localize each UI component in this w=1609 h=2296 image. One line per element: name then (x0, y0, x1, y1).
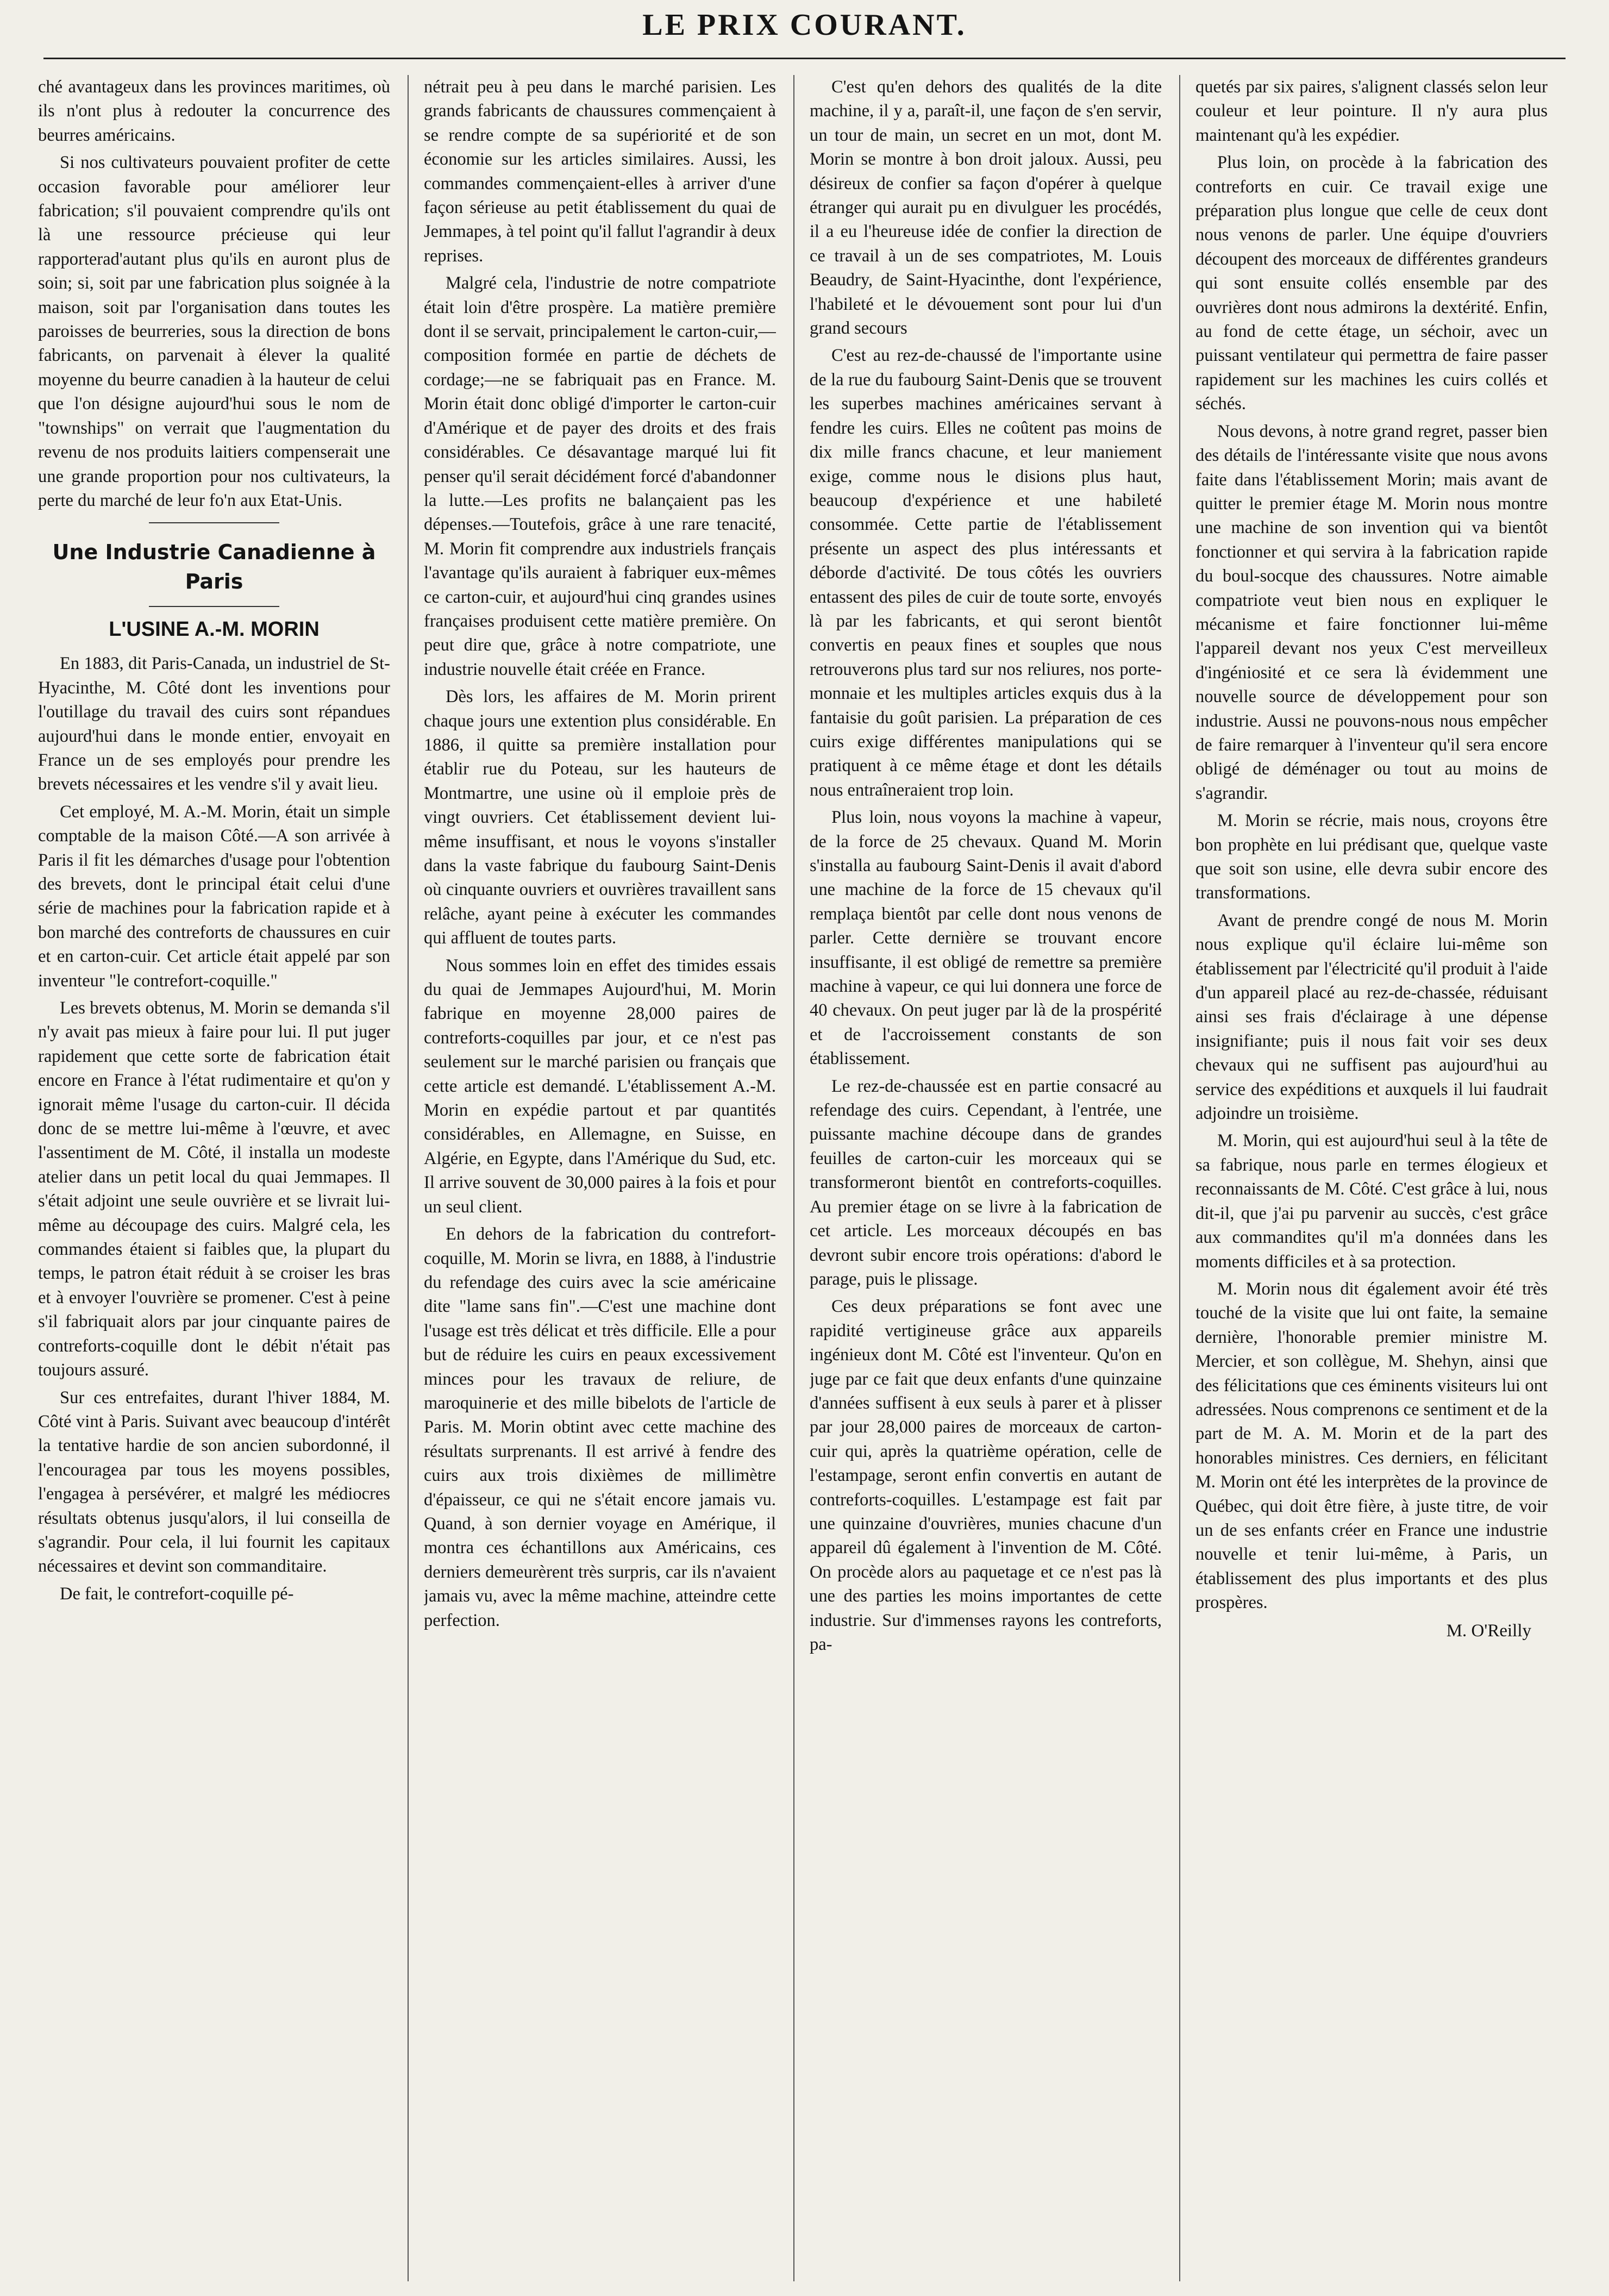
column-4 (1195, 75, 1548, 2281)
title-separator (149, 606, 279, 607)
newspaper-title: LE PRIX COURANT. (642, 8, 967, 42)
paragraph: En 1883, dit Paris-Canada, un industriel de St-Hyacinthe, M. Côté dont les inventions pour l'outillage du travail des cuirs sont répandues aujourd'hui dans le monde entier, envoyait en France un de ses employés pour prendre les brevets nécessaires et les vendre s'il y avait lieu. (38, 654, 390, 794)
paragraph: Plus loin, nous voyons la machine à vapeur, de la force de 25 chevaux. Quand M. Morin s'installa au faubourg Saint-Denis il avait d'abord une machine de la force de 15 chevaux qu'il remplaça bientôt par celle dont nous venons de parler. Cette dernière se trouvant encore insuffisante, il est obligé de remettre sa première machine à vapeur, ce qui lui donnera une force de 40 chevaux. On peut juger par là de la prospérité et de l'accroissement constants de son établissement. (810, 808, 1162, 1069)
paragraph: quetés par six paires, s'alignent classés selon leur couleur et leur pointure. Il n'y aura plus maintenant qu'à les expédier. (1195, 77, 1548, 145)
masthead (0, 0, 1609, 65)
paragraph: Le rez-de-chaussée est en partie consacré au refendage des cuirs. Cependant, à l'entrée, une puissante machine découpe dans de grandes feuilles de carton-cuir les morceaux qui se transformeront bientôt en contreforts-coquilles. Au premier étage on se livre à la fabrication de cet article. Les morceaux découpés en bas devront subir encore trois opérations: d'abord le parage, puis le plissage. (810, 1076, 1162, 1289)
column-divider (408, 75, 409, 2281)
paragraph: Ces deux préparations se font avec une rapidité vertigineuse grâce aux appareils ingénieux dont M. Côté est l'inventeur. Qu'on en juge par ce fait que deux enfants d'une quinzaine d'années suffisent à eux seuls à parer et à plisser par jour 28,000 paires de morceaux de carton-cuir qui, après la quatrième opération, celle de l'estampage, seront enfin convertis en autant de contreforts-coquilles. L'estampage est fait par une quinzaine d'ouvrières, munies chacune d'un appareil dû également à l'invention de M. Côté. On procède alors au paquetage et ce n'est pas là une des parties les moins importantes de cette industrie. Sur d'immenses rayons les contreforts, pa- (810, 1297, 1162, 1654)
paragraph: Dès lors, les affaires de M. Morin prirent chaque jours une extention plus considérable. En 1886, il quitte sa première installation pour établir rue du Poteau, sur les hauteurs de Montmartre, une usine où il emploie près de vingt ouvriers. Cet établissement devient lui-même insuffisant, et nous le voyons s'installer dans la vaste fabrique du faubourg Saint-Denis où cinquante ouvriers et ouvrières travaillent sans relâche, ayant peine à exécuter les commandes qui affluent de toutes parts. (424, 687, 776, 948)
author-signature: M. O'Reilly (1446, 1621, 1531, 1641)
paragraph: Malgré cela, l'industrie de notre compatriote était loin d'être prospère. La matière première dont il se servait, principalement le carton-cuir,—composition formée en partie de déchets de cordage;—ne se fabriquait pas en France. M. Morin était donc obligé d'importer le carton-cuir d'Amérique et de payer des droits et des frais considérables. Ce désavantage marqué lui fit penser qu'il serait décidément forcé d'abandonner la lutte.—Les profits ne balançaient pas les dépenses.—Toutefois, grâce à une rare tenacité, M. Morin fit comprendre aux industriels français l'avantage qu'ils auraient à fabriquer eux-mêmes ce carton-cuir, et aujourd'hui cinq grandes usines françaises produisent cette matière première. On peut dire que, grâce à notre compatriote, une industrie nouvelle était créée en France. (424, 273, 776, 679)
column-divider (793, 75, 794, 2281)
section-separator (149, 522, 279, 523)
paragraph: M. Morin, qui est aujourd'hui seul à la tête de sa fabrique, nous parle en termes élogieux et reconnaissants de M. Côté. C'est grâce à lui, nous dit-il, que j'ai pu parvenir au succès, c'est grâce aux commandites qu'il m'a données dans les moments difficiles et à sa protection. (1195, 1131, 1548, 1272)
column-divider (1179, 75, 1180, 2281)
paragraph: nétrait peu à peu dans le marché parisien. Les grands fabricants de chaussures commençaient à se rendre compte de sa supériorité et de son économie sur les articles similaires. Aussi, les commandes commençaient-elles à arriver d'une façon sérieuse au petit établissement du quai de Jemmapes, à tel point qu'il fallut l'agrandir à deux reprises. (424, 77, 776, 266)
paragraph: Plus loin, on procède à la fabrication des contreforts en cuir. Ce travail exige une préparation plus longue que celle de ceux dont nous venons de parler. Une équipe d'ouvriers découpent des morceaux de différentes grandeurs qui sont ensuite collés ensemble par des ouvrières dont nous admirons la dextérité. Enfin, au fond de cette étage, un séchoir, avec un puissant ventilateur qui permettra de faire passer rapidement sur les machines les cuirs collés et séchés. (1195, 153, 1548, 414)
article-title: Une Industrie Canadienne à Paris (52, 540, 376, 594)
article-columns (38, 75, 1576, 2281)
column-1 (38, 75, 390, 2281)
paragraph: C'est au rez-de-chaussé de l'importante usine de la rue du faubourg Saint-Denis que se trouvent les superbes machines américaines servant à fendre les cuirs. Elles ne coûtent pas moins de dix mille francs chacune, et leur maniement exige, comme nous le disions plus haut, beaucoup d'expérience et une habileté consommée. Cette partie de l'établissement présente un aspect des plus intéressants et déborde d'activité. De tous côtés les ouvriers entassent des piles de cuir de toute sorte, envoyés là par les fabricants, et qui seront bientôt convertis en peaux fines et souples que nous retrouverons plus tard sur nos reliures, nos porte-monnaie et les multiples articles exquis dus à la fantaisie du goût parisien. La préparation de ces cuirs exige différentes manipulations qui se pratiquent à ce même étage et dont les détails nous entraîneraient trop loin. (810, 346, 1162, 800)
paragraph: Sur ces entrefaites, durant l'hiver 1884, M. Côté vint à Paris. Suivant avec beaucoup d'intérêt la tentative hardie de son ancien subordonné, il l'encouragea par tous les moyens possibles, l'engagea à persévérer, et malgré les médiocres résultats obtenus jusqu'alors, il lui conseilla de s'agrandir. Pour cela, il lui fournit les capitaux nécessaires et devint son commanditaire. (38, 1387, 390, 1576)
paragraph: Les brevets obtenus, M. Morin se demanda s'il n'y avait pas mieux à faire pour lui. Il put juger rapidement que cette sorte de fabrication était encore en France à l'état rudimentaire et qu'on y ignorait même l'usage du carton-cuir. Il décida donc de se mettre lui-même à l'œuvre, et avec l'assentiment de M. Côté, il installa un modeste atelier dans un petit local du quai Jemmapes. Il s'était adjoint une seule ouvrière et se livrait lui-même au découpage des cuirs. Malgré cela, les commandes étaient si faibles que, la plupart du temps, le patron était réduit à se croiser les bras et à envoyer l'ouvrière se promener. C'est à peine s'il fabriquait alors par jour cinquante paires de contreforts-coquille dont le débit n'était pas toujours assuré. (38, 998, 390, 1380)
paragraph: Avant de prendre congé de nous M. Morin nous explique qu'il éclaire lui-même son établissement par l'électricité qu'il produit à l'aide d'un appareil placé au rez-de-chassée, réduisant ainsi ses frais d'éclairage à une dépense insignifiante; puis il nous fait voir ses deux chevaux qui ne suffisent pas aujourd'hui au service des expéditions et auxquels il lui faudrait adjoindre un troisième. (1195, 910, 1548, 1124)
paragraph: De fait, le contrefort-coquille pé- (60, 1584, 294, 1604)
article-subtitle: L'USINE A.-M. MORIN (109, 618, 320, 641)
paragraph: Nous sommes loin en effet des timides essais du quai de Jemmapes Aujourd'hui, M. Morin fabrique en moyenne 28,000 paires de contreforts-coquilles par jour, et ce n'est pas seulement sur le marché parisien ou français que cette article est demandé. L'établissement A.-M. Morin en expédie partout et par quantités considérables, en Allemagne, en Suisse, en Algérie, en Egypte, dans l'Amérique du Sud, etc. Il arrive souvent de 30,000 paires à la fois et pour un seul client. (424, 955, 776, 1217)
column-2 (424, 75, 776, 2281)
paragraph: Nous devons, à notre grand regret, passer bien des détails de l'intéressante visite que nous avons faite dans l'établissement Morin; mais avant de quitter le premier étage M. Morin nous montre une machine de son invention qui va bientôt fonctionner et qui servira à la fabrication rapide du boul-socque des chaussures. Notre aimable compatriote veut bien nous en expliquer le mécanisme et faire fonctionner lui-même l'appareil devant nos yeux C'est merveilleux d'ingéniosité et ce sera là évidemment une nouvelle source de développement pour son industrie. Aussi ne pouvons-nous nous empêcher de faire remarquer à l'inventeur qu'il sera encore obligé de déménager ou tout au moins de s'agrandir. (1195, 421, 1548, 803)
paragraph: ché avantageux dans les provinces maritimes, où ils n'ont plus à redouter la concurrence des beurres américains. (38, 77, 390, 145)
column-3 (810, 75, 1162, 2281)
paragraph: Si nos cultivateurs pouvaient profiter de cette occasion favorable pour améliorer leur fabrication; s'il pouvaient comprendre qu'ils ont là une ressource précieuse qui leur rapporterad'autant plus qu'ils en auront plus de soin; si, soit par une fabrication plus soignée à la maison, soit par l'organisation dans toutes les paroisses de beurreries, sous la direction de bons fabricants, on parvenait à élever la qualité moyenne du beurre canadien à la hauteur de celui que l'on désigne aujourd'hui sous le nom de "townships" on verrait que l'augmentation du revenu de nos produits laitiers compenserait une une grande proportion pour nos cultivateurs, la perte du marché de leur fo'n aux Etat-Unis. (38, 153, 390, 510)
masthead-rule (43, 58, 1566, 59)
paragraph: C'est qu'en dehors des qualités de la dite machine, il y a, paraît-il, une façon de s'en servir, un tour de main, un secret en un mot, dont M. Morin se montre à bon droit jaloux. Aussi, peu désireux de confier sa façon d'opérer à quelque étranger qui aurait pu en divulguer les procédés, il a eu l'heureuse idée de confier la direction de ce travail à un de ses compatriotes, M. Louis Beaudry, de Saint-Hyacinthe, dont l'expérience, l'habileté et le dévouement sont pour lui d'un grand secours (810, 77, 1162, 339)
paragraph: M. Morin nous dit également avoir été très touché de la visite que lui ont faite, la semaine dernière, l'honorable premier ministre M. Mercier, et son collègue, M. Shehyn, ainsi que des félicitations que ces éminents visiteurs lui ont adressées. Nous comprenons ce sentiment et de la part de M. A. M. Morin et de la part des honorables ministres. Ces derniers, en félicitant M. Morin ont été les interprètes de la province de Québec, qui doit être fière, à juste titre, de voir un de ses enfants créer en France une industrie nouvelle et tenir lui-même, à Paris, un établissement des plus importants et des plus prospères. (1195, 1279, 1548, 1613)
paragraph: M. Morin se récrie, mais nous, croyons être bon prophète en lui prédisant que, quelque vaste que soit son usine, elle devra subir encore des transformations. (1195, 811, 1548, 903)
paragraph: En dehors de la fabrication du contrefort-coquille, M. Morin se livra, en 1888, à l'industrie du refendage des cuirs avec la scie américaine dite "lame sans fin".—C'est une machine dont l'usage est très délicat et très difficile. Elle a pour but de réduire les cuirs en peaux excessivement minces pour les travaux de reliure, de maroquinerie et des mille bibelots de l'article de Paris. M. Morin obtint avec cette machine des résultats surprenants. Il est arrivé à fendre des cuirs aux trois dixièmes de millimètre d'épaisseur, ce qui ne s'était encore jamais vu. Quand, à son dernier voyage en Amérique, il montra ces échantillons aux Américains, ces derniers demeurèrent très surpris, car ils n'avaient jamais vu, avec la même machine, atteindre cette perfection. (424, 1224, 776, 1630)
paragraph: Cet employé, M. A.-M. Morin, était un simple comptable de la maison Côté.—A son arrivée à Paris il fit les démarches d'usage pour l'obtention des brevets, dont le principal était celui d'une série de machines pour la fabrication rapide et à bon marché des contreforts de chaussures en cuir et en carton-cuir. Cet article était appelé par son inventeur "le contrefort-coquille." (38, 802, 390, 991)
